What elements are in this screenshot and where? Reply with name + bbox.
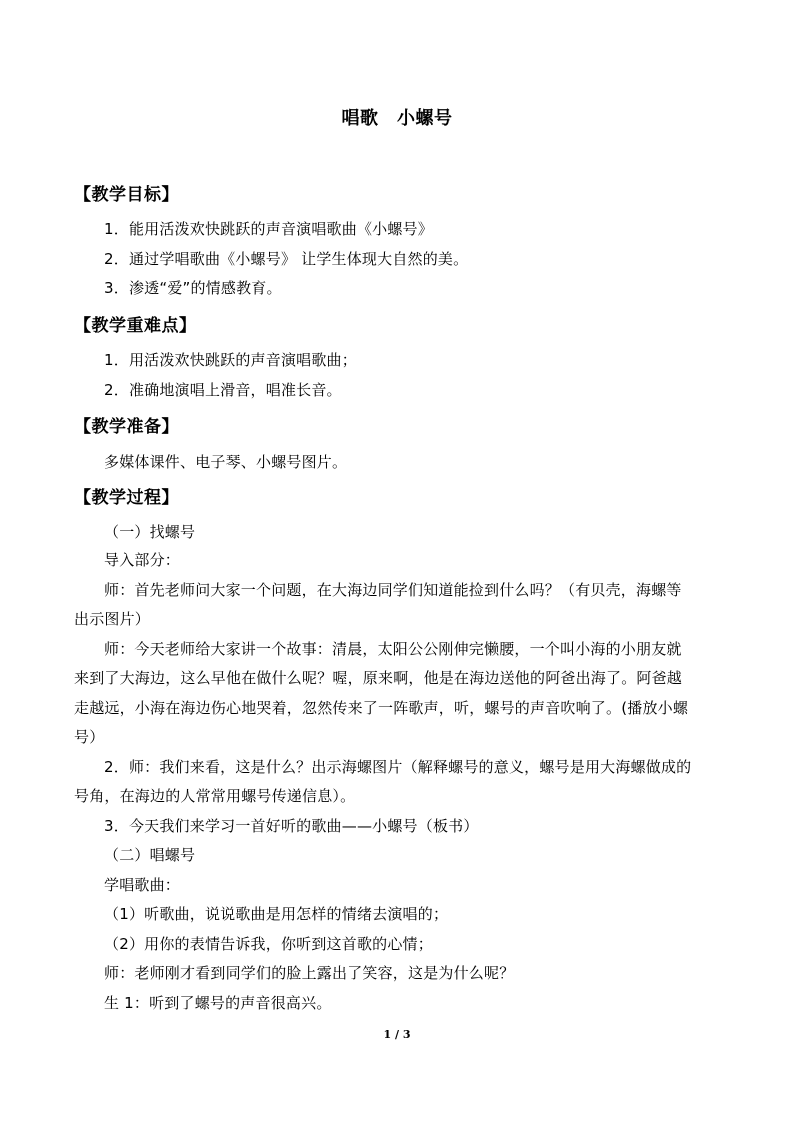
heading-key-points: 【教学重难点】 — [74, 316, 197, 336]
process-line: （1）听歌曲，说说歌曲是用怎样的情绪去演唱的； — [104, 905, 449, 923]
document-title: 唱歌 小螺号 — [341, 108, 453, 129]
process-line: 学唱歌曲： — [104, 876, 181, 894]
goal-item-1: 1．能用活泼欢快跳跃的声音演唱歌曲《小螺号》 — [104, 220, 433, 238]
goal-item-2: 2．通过学唱歌曲《小螺号》 让学生体现大自然的美。 — [104, 250, 469, 268]
process-line: 2．师：我们来看，这是什么？出示海螺图片（解释螺号的意义，螺号是用大海螺做成的 — [104, 758, 692, 776]
key-point-item-2: 2．准确地演唱上滑音，唱准长音。 — [104, 381, 342, 399]
process-line: 师：老师刚才看到同学们的脸上露出了笑容，这是为什么呢？ — [104, 964, 515, 982]
process-line: 走越远，小海在海边伤心地哭着，忽然传来了一阵歌声，听，螺号的声音吹响了。(播放小螺 — [74, 699, 689, 717]
process-line: 3．今天我们来学习一首好听的歌曲——小螺号（板书） — [104, 817, 479, 835]
process-line: 生 1：听到了螺号的声音很高兴。 — [104, 994, 332, 1012]
goal-item-3: 3．渗透“爱”的情感教育。 — [104, 279, 282, 297]
process-line: 出示图片） — [74, 610, 151, 628]
process-line: 来到了大海边，这么早他在做什么呢？喔，原来啊，他是在海边送他的阿爸出海了。阿爸越 — [74, 669, 683, 687]
heading-teaching-goals: 【教学目标】 — [74, 185, 179, 205]
heading-process: 【教学过程】 — [74, 488, 179, 508]
process-line: 号角，在海边的人常常用螺号传递信息）。 — [74, 787, 356, 805]
key-point-item-1: 1．用活泼欢快跳跃的声音演唱歌曲； — [104, 351, 357, 369]
process-line: （2）用你的表情告诉我，你听到这首歌的心情； — [104, 935, 433, 953]
process-line: 师：首先老师问大家一个问题，在大海边同学们知道能捡到什么吗？（有贝壳，海螺等 — [104, 581, 682, 599]
process-line: （二）唱螺号 — [104, 846, 196, 864]
preparation-text: 多媒体课件、电子琴、小螺号图片。 — [104, 453, 348, 471]
process-line: （一）找螺号 — [104, 523, 196, 541]
process-line: 师：今天老师给大家讲一个故事：清晨，太阳公公刚伸完懒腰，一个叫小海的小朋友就 — [104, 640, 682, 658]
heading-preparation: 【教学准备】 — [74, 417, 179, 437]
process-line: 号） — [74, 728, 105, 746]
page-number: 1 / 3 — [383, 1028, 411, 1041]
process-line: 导入部分： — [104, 551, 181, 569]
